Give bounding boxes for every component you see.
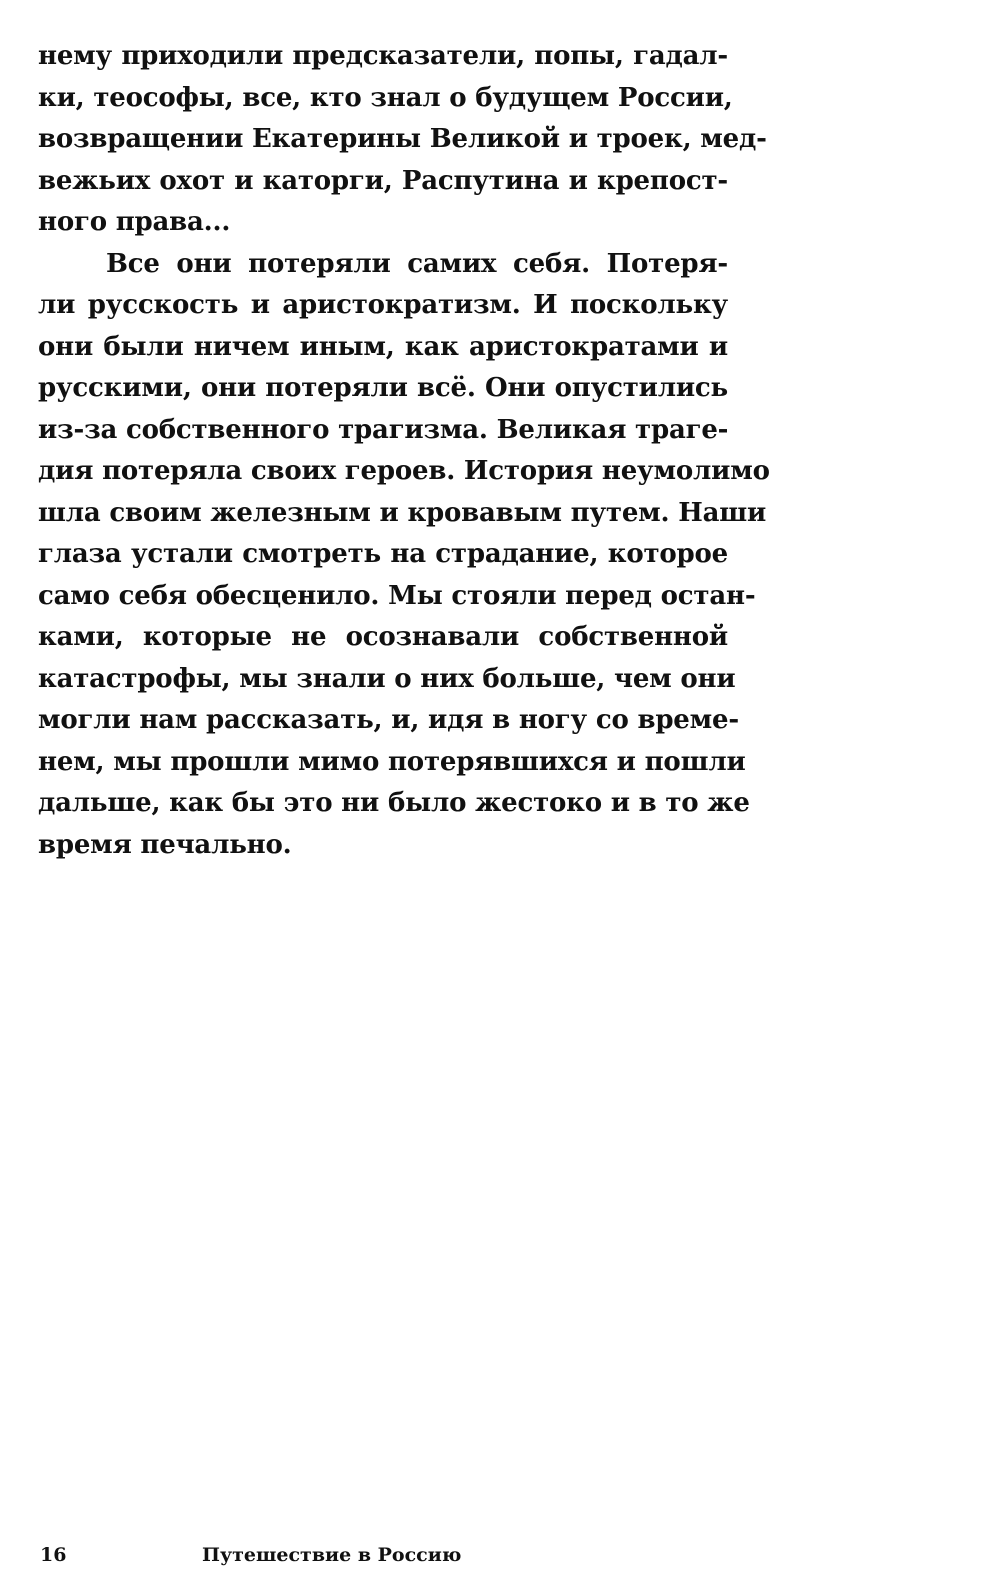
text-line: ли русскость и аристократизм. И поскольку: [38, 290, 728, 320]
text-line: ки, теософы, все, кто знал о будущем России,: [38, 82, 733, 113]
text-line: нему приходили предсказатели, попы, гадал-: [38, 41, 728, 71]
page-number: 16: [40, 1544, 67, 1566]
text-line: дальше, как бы это ни было жестоко и в то же: [38, 788, 750, 818]
text-line: могли нам рассказать, и, идя в ногу со време-: [38, 705, 739, 735]
text-line: катастрофы, мы знали о них больше, чем они: [38, 663, 736, 694]
text-line: вежьих охот и каторги, Распутина и крепост-: [38, 165, 728, 196]
text-line: они были ничем иным, как аристократами и: [38, 331, 728, 362]
text-line: русскими, они потеряли всё. Они опустились: [38, 373, 728, 403]
text-line: ками, которые не осознавали собственной: [38, 622, 728, 652]
text-line: ного права...: [38, 207, 231, 237]
text-line: само себя обесценило. Мы стояли перед остан-: [38, 580, 756, 611]
text-line: время печально.: [38, 829, 292, 860]
text-line: нем, мы прошли мимо потерявшихся и пошли: [38, 746, 746, 777]
text-line: шла своим железным и кровавым путем. Наши: [38, 497, 767, 528]
paragraph-2: [38, 244, 770, 867]
paragraph-1: [38, 36, 767, 244]
text-line: дия потеряла своих героев. История неумолимо: [38, 456, 770, 486]
page-footer: [38, 1540, 738, 1570]
text-line: из-за собственного трагизма. Великая траге-: [38, 414, 729, 445]
text-line: возвращении Екатерины Великой и троек, мед-: [38, 124, 767, 154]
text-line: глаза устали смотреть на страдание, которое: [38, 539, 728, 569]
text-line: Все они потеряли самих себя. Потеря-: [106, 248, 728, 279]
body-text: [38, 36, 770, 866]
running-title: Путешествие в Россию: [202, 1544, 462, 1566]
